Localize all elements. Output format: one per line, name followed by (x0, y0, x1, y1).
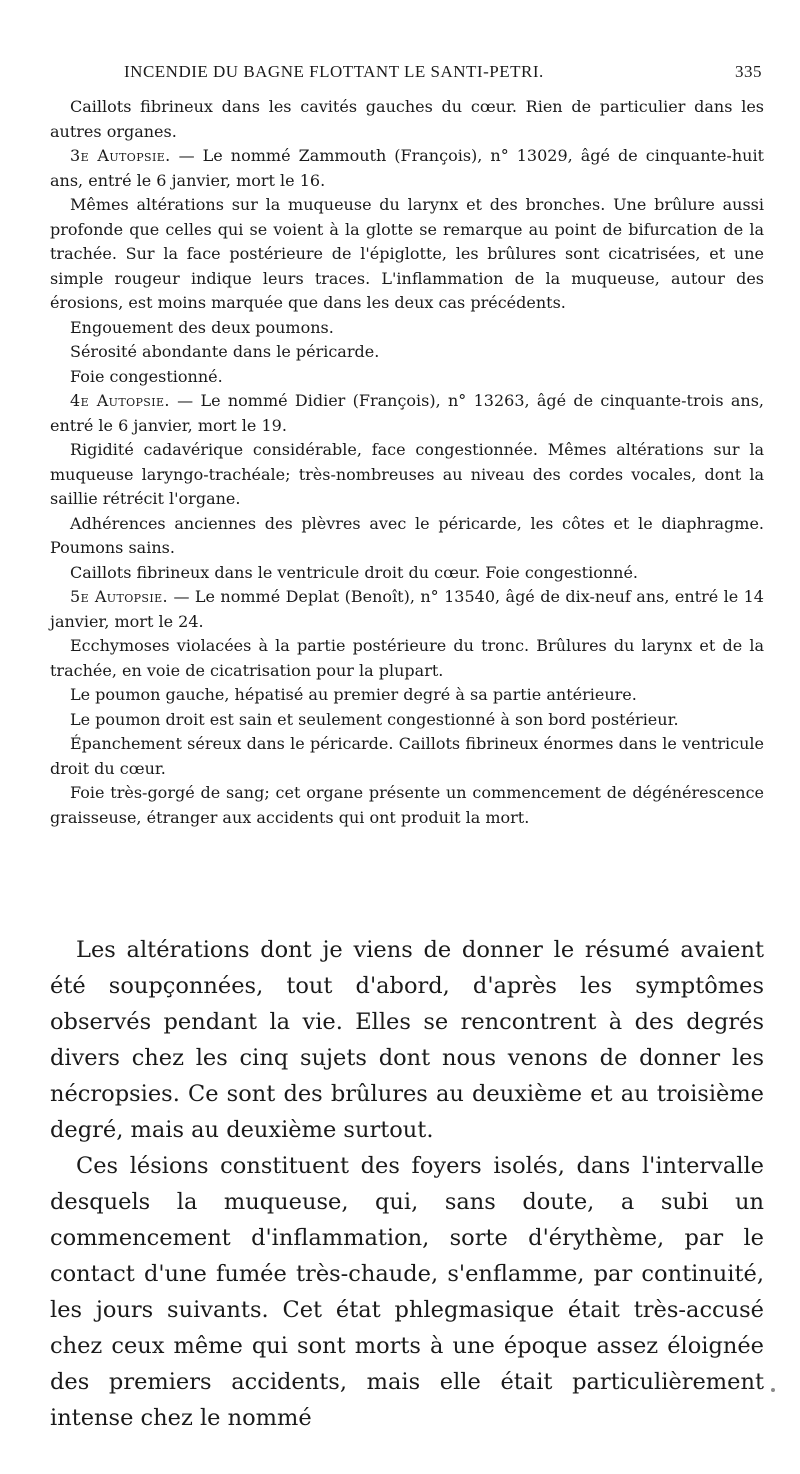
paragraph: Ecchymoses violacées à la partie postérieure du tronc. Brûlures du larynx et de la trachée, en voie de cicatrisation pour la plupart. (50, 636, 764, 680)
page-header (50, 62, 762, 86)
page-number: 335 (735, 62, 762, 81)
paragraph: Caillots fibrineux dans le ventricule droit du cœur. Foie congestionné. (70, 562, 638, 582)
autopsy-heading: 4e Autopsie. (70, 391, 170, 410)
paragraph: Le poumon gauche, hépatisé au premier degré à sa partie antérieure. (70, 685, 637, 704)
autopsy-details: — Le nommé Deplat (Benoît), n° 13540, âgé de dix-neuf ans, entré le 14 janvier, mort le 24. (50, 587, 764, 631)
main-text (50, 932, 764, 1436)
paragraph: Caillots fibrineux dans les cavités gauches du cœur. Rien de particulier dans les autres organes. (50, 97, 764, 141)
paragraph: Foie congestionné. (70, 366, 223, 386)
paragraph: Ces lésions constituent des foyers isolés, dans l'intervalle desquels la muqueuse, qui, sans doute, a subi un commencement d'inflammation, sorte d'érythème, par le contact d'une fumée très-chaude, s'enflamme, par continuité, les jours suivants. Cet état phlegmasique était très-accusé chez ceux même qui sont morts à une époque assez éloignée des premiers accidents, mais elle était particulièrement intense chez le nommé (50, 1153, 764, 1431)
paragraph: Adhérences anciennes des plèvres avec le péricarde, les côtes et le diaphragme. Poumons sains. (50, 513, 764, 557)
paragraph: Le poumon droit est sain et seulement congestionné à son bord postérieur. (70, 709, 679, 729)
autopsy-notes (50, 95, 764, 830)
autopsy-entry-3 (50, 144, 764, 193)
paragraph: Mêmes altérations sur la muqueuse du larynx et des bronches. Une brûlure aussi profonde que celles qui se voient à la glotte se remarque au point de bifurcation de la trachée. Sur la face postérieure de l'épiglotte, les brûlures sont cicatrisées, et une simple rougeur indique leurs traces. L'inflammation de la muqueuse, autour des érosions, est moins marquée que dans les deux cas précédents. (50, 195, 764, 312)
print-speck (771, 1388, 775, 1392)
autopsy-entry-4 (50, 389, 764, 438)
paragraph: Rigidité cadavérique considérable, face congestionnée. Mêmes altérations sur la muqueuse laryngo-trachéale; très-nombreuses au niveau des cordes vocales, dont la saillie rétrécit l'organe. (50, 440, 764, 508)
paragraph: Foie très-gorgé de sang; cet organe présente un commencement de dégénérescence graisseuse, étranger aux accidents qui ont produit la mort. (50, 783, 764, 827)
paragraph: Les altérations dont je viens de donner le résumé avaient été soupçonnées, tout d'abord, d'après les symptômes observés pendant la vie. Elles se rencontrent à des degrés divers chez les cinq sujets dont nous venons de donner les nécropsies. Ce sont des brûlures au deuxième et au troisième degré, mais au deuxième surtout. (50, 937, 764, 1143)
autopsy-details: — Le nommé Didier (François), n° 13263, âgé de cinquante-trois ans, entré le 6 janvier, mort le 19. (50, 391, 764, 435)
autopsy-entry-5 (50, 585, 764, 634)
autopsy-details: — Le nommé Zammouth (François), n° 13029, âgé de cinquante-huit ans, entré le 6 janvier, mort le 16. (50, 146, 764, 190)
running-title: INCENDIE DU BAGNE FLOTTANT LE SANTI-PETRI. (124, 62, 544, 81)
paragraph: Engouement des deux poumons. (70, 317, 334, 337)
autopsy-heading: 3e Autopsie. (70, 146, 171, 165)
paragraph: Sérosité abondante dans le péricarde. (70, 342, 380, 361)
autopsy-heading: 5e Autopsie. (70, 587, 169, 606)
paragraph: Épanchement séreux dans le péricarde. Caillots fibrineux énormes dans le ventricule droit du cœur. (50, 734, 764, 778)
